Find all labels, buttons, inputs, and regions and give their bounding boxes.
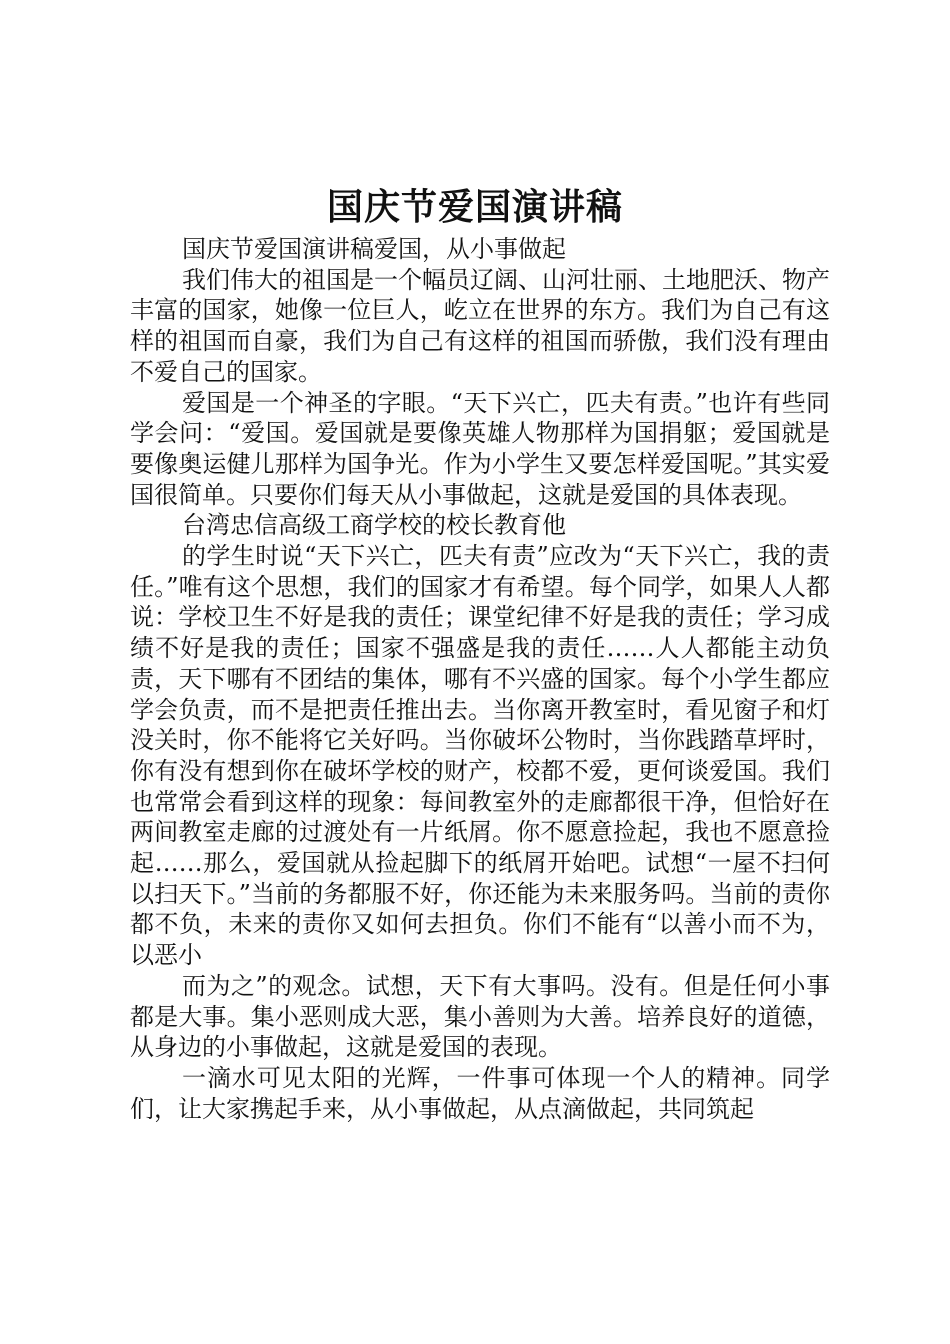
paragraph-closing: 一滴水可见太阳的光辉，一件事可体现一个人的精神。同学们，让大家携起手来，从小事做起，从点滴做起，共同筑起 bbox=[130, 1063, 830, 1123]
paragraph-motherland: 我们伟大的祖国是一个幅员辽阔、山河壮丽、土地肥沃、物产丰富的国家，她像一位巨人，屹立在世界的东方。我们为自己有这样的祖国而自豪，我们为自己有这样的祖国而骄傲，我们没有理由不爱自己的国家。 bbox=[130, 265, 830, 386]
paragraph-subtitle: 国庆节爱国演讲稿爱国，从小事做起 bbox=[182, 235, 566, 263]
paragraph-taiwan-principal: 台湾忠信高级工商学校的校长教育他 bbox=[182, 511, 566, 540]
document-body bbox=[130, 234, 830, 1124]
paragraph-patriotism-meaning: 爱国是一个神圣的字眼。“天下兴亡，匹夫有责。”也许有些同学会问：“爱国。爱国就是要像英雄人物那样为国捐躯；爱国就是要像奥运健儿那样为国争光。作为小学生又要怎样爱国呢。”其实爱国很简单。只要你们每天从小事做起，这就是爱国的具体表现。 bbox=[130, 388, 830, 509]
document-title: 国庆节爱国演讲稿 bbox=[326, 186, 623, 228]
paragraph-responsibility: 的学生时说“天下兴亡，匹夫有责”应改为“天下兴亡，我的责任。”唯有这个思想，我们的国家才有希望。每个同学，如果人人都说：学校卫生不好是我的责任；课堂纪律不好是我的责任；学习成绩不好是我的责任；国家不强盛是我的责任……人人都能主动负责，天下哪有不团结的集体，哪有不兴盛的国家。每个小学生都应学会负责，而不是把责任推出去。当你离开教室时，看见窗子和灯没关时，你不能将它关好吗。当你破坏公物时，当你践踏草坪时，你有没有想到你在破坏学校的财产，校都不爱，更何谈爱国。我们也常常会看到这样的现象：每间教室外的走廊都很干净，但恰好在两间教室走廊的过渡处有一片纸屑。你不愿意捡起，我也不愿意捡起……那么，爱国就从捡起脚下的纸屑开始吧。试想“一屋不扫何以扫天下。”当前的务都服不好，你还能为未来服务吗。当前的责你都不负，未来的责你又如何去担负。你们不能有“以善小而不为，以恶小 bbox=[130, 542, 830, 970]
paragraph-small-things: 而为之”的观念。试想，天下有大事吗。没有。但是任何小事都是大事。集小恶则成大恶，集小善则为大善。培养良好的道德，从身边的小事做起，这就是爱国的表现。 bbox=[130, 971, 830, 1062]
